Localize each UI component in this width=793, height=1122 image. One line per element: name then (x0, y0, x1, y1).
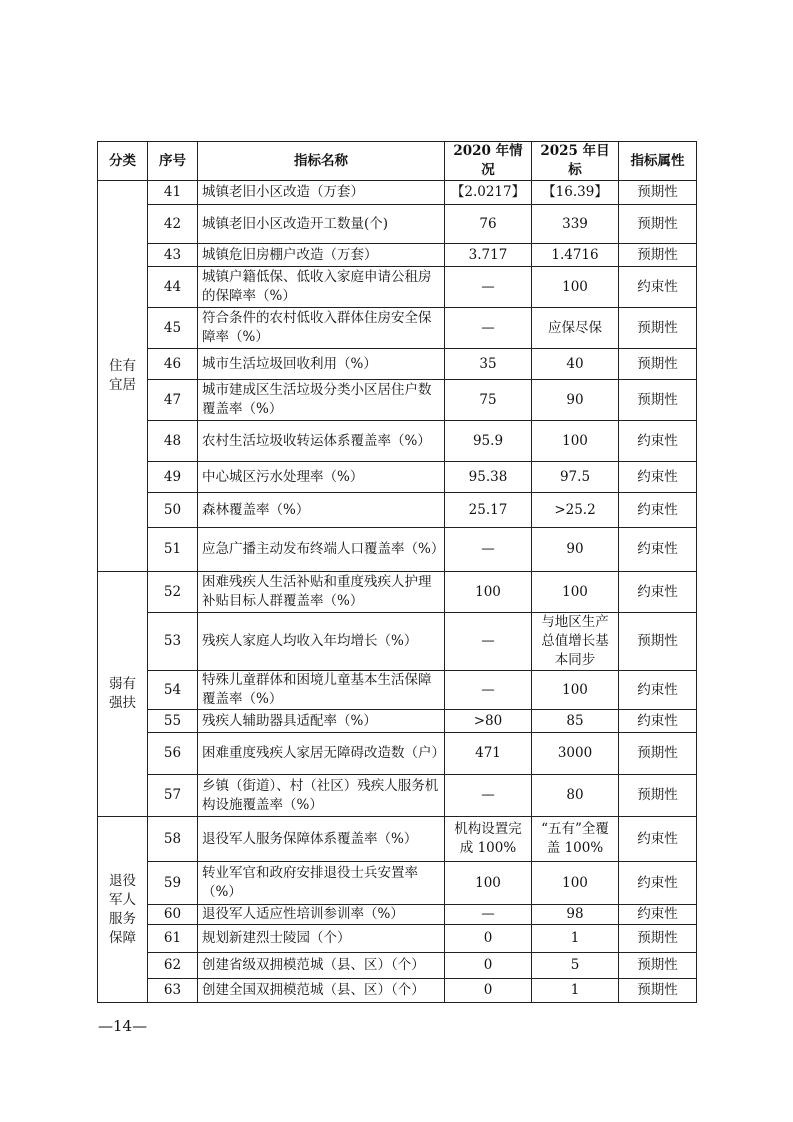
indicator-name: 城镇老旧小区改造（万套） (198, 181, 445, 205)
table-row (98, 862, 697, 905)
indicator-table (97, 141, 697, 1003)
row-number: 45 (148, 308, 198, 349)
row-number: 49 (148, 462, 198, 493)
indicator-name: 乡镇（街道）、村（社区）残疾人服务机构设施覆盖率（%） (198, 775, 445, 817)
table-row (98, 905, 697, 925)
indicator-name: 创建省级双拥模范城（县、区）（个） (198, 953, 445, 979)
value-2020: 0 (445, 979, 532, 1003)
target-2025: 98 (532, 905, 619, 925)
target-2025: 100 (532, 572, 619, 613)
target-2025: 40 (532, 349, 619, 380)
indicator-attribute: 约束性 (619, 905, 697, 925)
table-row (98, 817, 697, 862)
target-2025: 80 (532, 775, 619, 817)
category-cell: 退役 军人 服务 保障 (98, 817, 148, 1003)
target-2025: 应保尽保 (532, 308, 619, 349)
indicator-attribute: 约束性 (619, 671, 697, 710)
row-number: 62 (148, 953, 198, 979)
indicator-attribute: 约束性 (619, 462, 697, 493)
table-row (98, 572, 697, 613)
row-number: 61 (148, 925, 198, 953)
indicator-attribute: 约束性 (619, 862, 697, 905)
target-2025: 339 (532, 205, 619, 244)
value-2020: 95.38 (445, 462, 532, 493)
target-2025: 100 (532, 267, 619, 308)
header-2020-status: 2020 年情况 (445, 142, 532, 181)
value-2020: 25.17 (445, 493, 532, 528)
indicator-attribute: 预期性 (619, 979, 697, 1003)
indicator-attribute: 预期性 (619, 953, 697, 979)
value-2020: 76 (445, 205, 532, 244)
row-number: 58 (148, 817, 198, 862)
row-number: 63 (148, 979, 198, 1003)
indicator-name: 退役军人服务保障体系覆盖率（%） (198, 817, 445, 862)
indicator-attribute: 预期性 (619, 308, 697, 349)
target-2025: 97.5 (532, 462, 619, 493)
indicator-attribute: 预期性 (619, 349, 697, 380)
row-number: 57 (148, 775, 198, 817)
indicator-name: 城市生活垃圾回收利用（%） (198, 349, 445, 380)
row-number: 43 (148, 244, 198, 267)
category-cell: 弱有 强扶 (98, 572, 148, 817)
indicator-name: 残疾人家庭人均收入年均增长（%） (198, 613, 445, 671)
indicator-name: 转业军官和政府安排退役士兵安置率（%） (198, 862, 445, 905)
value-2020: — (445, 775, 532, 817)
indicator-attribute: 约束性 (619, 493, 697, 528)
indicator-attribute: 预期性 (619, 775, 697, 817)
indicator-name: 特殊儿童群体和困境儿童基本生活保障覆盖率（%） (198, 671, 445, 710)
target-2025: 100 (532, 671, 619, 710)
value-2020: — (445, 267, 532, 308)
indicator-attribute: 约束性 (619, 267, 697, 308)
table-row (98, 349, 697, 380)
table-row (98, 181, 697, 205)
value-2020: 【2.0217】 (445, 181, 532, 205)
indicator-attribute: 约束性 (619, 572, 697, 613)
header-2025-target: 2025 年目标 (532, 142, 619, 181)
row-number: 53 (148, 613, 198, 671)
row-number: 47 (148, 380, 198, 421)
row-number: 59 (148, 862, 198, 905)
table-row (98, 733, 697, 775)
row-number: 41 (148, 181, 198, 205)
value-2020: 100 (445, 572, 532, 613)
value-2020: — (445, 528, 532, 572)
table-row (98, 671, 697, 710)
value-2020: — (445, 613, 532, 671)
indicator-attribute: 预期性 (619, 733, 697, 775)
indicator-attribute: 预期性 (619, 380, 697, 421)
value-2020: 3.717 (445, 244, 532, 267)
table-row (98, 308, 697, 349)
header-attribute: 指标属性 (619, 142, 697, 181)
value-2020: 75 (445, 380, 532, 421)
target-2025: 100 (532, 862, 619, 905)
table-row (98, 267, 697, 308)
indicator-attribute: 预期性 (619, 244, 697, 267)
value-2020: 机构设置完成 100% (445, 817, 532, 862)
row-number: 51 (148, 528, 198, 572)
indicator-name: 应急广播主动发布终端人口覆盖率（%） (198, 528, 445, 572)
header-category: 分类 (98, 142, 148, 181)
indicator-attribute: 预期性 (619, 181, 697, 205)
table-row (98, 380, 697, 421)
indicator-attribute: 预期性 (619, 925, 697, 953)
table-row (98, 953, 697, 979)
target-2025: 1 (532, 925, 619, 953)
value-2020: 0 (445, 925, 532, 953)
value-2020: 35 (445, 349, 532, 380)
row-number: 46 (148, 349, 198, 380)
indicator-name: 困难残疾人生活补贴和重度残疾人护理补贴目标人群覆盖率（%） (198, 572, 445, 613)
indicator-name: 城镇老旧小区改造开工数量(个) (198, 205, 445, 244)
row-number: 48 (148, 421, 198, 462)
value-2020: 0 (445, 953, 532, 979)
target-2025: 3000 (532, 733, 619, 775)
target-2025: 【16.39】 (532, 181, 619, 205)
indicator-name: 残疾人辅助器具适配率（%） (198, 710, 445, 733)
row-number: 60 (148, 905, 198, 925)
header-number: 序号 (148, 142, 198, 181)
indicator-name: 城镇户籍低保、低收入家庭申请公租房的保障率（%） (198, 267, 445, 308)
table-row (98, 462, 697, 493)
row-number: 44 (148, 267, 198, 308)
table-row (98, 244, 697, 267)
target-2025: 1 (532, 979, 619, 1003)
table-row (98, 710, 697, 733)
row-number: 52 (148, 572, 198, 613)
table-row (98, 493, 697, 528)
target-2025: 85 (532, 710, 619, 733)
indicator-name: 符合条件的农村低收入群体住房安全保障率（%） (198, 308, 445, 349)
table-row (98, 528, 697, 572)
indicator-name: 困难重度残疾人家居无障碍改造数（户） (198, 733, 445, 775)
indicator-name: 创建全国双拥模范城（县、区）（个） (198, 979, 445, 1003)
indicator-name: 城镇危旧房棚户改造（万套） (198, 244, 445, 267)
row-number: 56 (148, 733, 198, 775)
table-header-row (98, 142, 697, 181)
target-2025: 90 (532, 528, 619, 572)
indicator-name: 中心城区污水处理率（%） (198, 462, 445, 493)
indicator-name: 退役军人适应性培训参训率（%） (198, 905, 445, 925)
row-number: 42 (148, 205, 198, 244)
table-row (98, 205, 697, 244)
target-2025: 100 (532, 421, 619, 462)
value-2020: 471 (445, 733, 532, 775)
indicator-attribute: 预期性 (619, 613, 697, 671)
target-2025: 1.4716 (532, 244, 619, 267)
table-row (98, 925, 697, 953)
value-2020: 100 (445, 862, 532, 905)
row-number: 50 (148, 493, 198, 528)
indicator-name: 城市建成区生活垃圾分类小区居住户数覆盖率（%） (198, 380, 445, 421)
target-2025: 90 (532, 380, 619, 421)
indicator-name: 规划新建烈士陵园（个） (198, 925, 445, 953)
indicator-name: 农村生活垃圾收转运体系覆盖率（%） (198, 421, 445, 462)
table-row (98, 979, 697, 1003)
indicator-attribute: 约束性 (619, 710, 697, 733)
target-2025: 5 (532, 953, 619, 979)
indicator-attribute: 约束性 (619, 421, 697, 462)
indicator-attribute: 约束性 (619, 817, 697, 862)
indicator-attribute: 约束性 (619, 528, 697, 572)
indicator-attribute: 预期性 (619, 205, 697, 244)
table-row (98, 421, 697, 462)
value-2020: 95.9 (445, 421, 532, 462)
target-2025: 与地区生产总值增长基本同步 (532, 613, 619, 671)
page-number: —14— (98, 1017, 148, 1035)
target-2025: “五有”全覆盖 100% (532, 817, 619, 862)
indicator-name: 森林覆盖率（%） (198, 493, 445, 528)
category-cell: 住有 宜居 (98, 181, 148, 572)
value-2020: — (445, 308, 532, 349)
row-number: 54 (148, 671, 198, 710)
table-row (98, 613, 697, 671)
value-2020: >80 (445, 710, 532, 733)
row-number: 55 (148, 710, 198, 733)
target-2025: >25.2 (532, 493, 619, 528)
value-2020: — (445, 671, 532, 710)
value-2020: — (445, 905, 532, 925)
header-indicator-name: 指标名称 (198, 142, 445, 181)
table-row (98, 775, 697, 817)
